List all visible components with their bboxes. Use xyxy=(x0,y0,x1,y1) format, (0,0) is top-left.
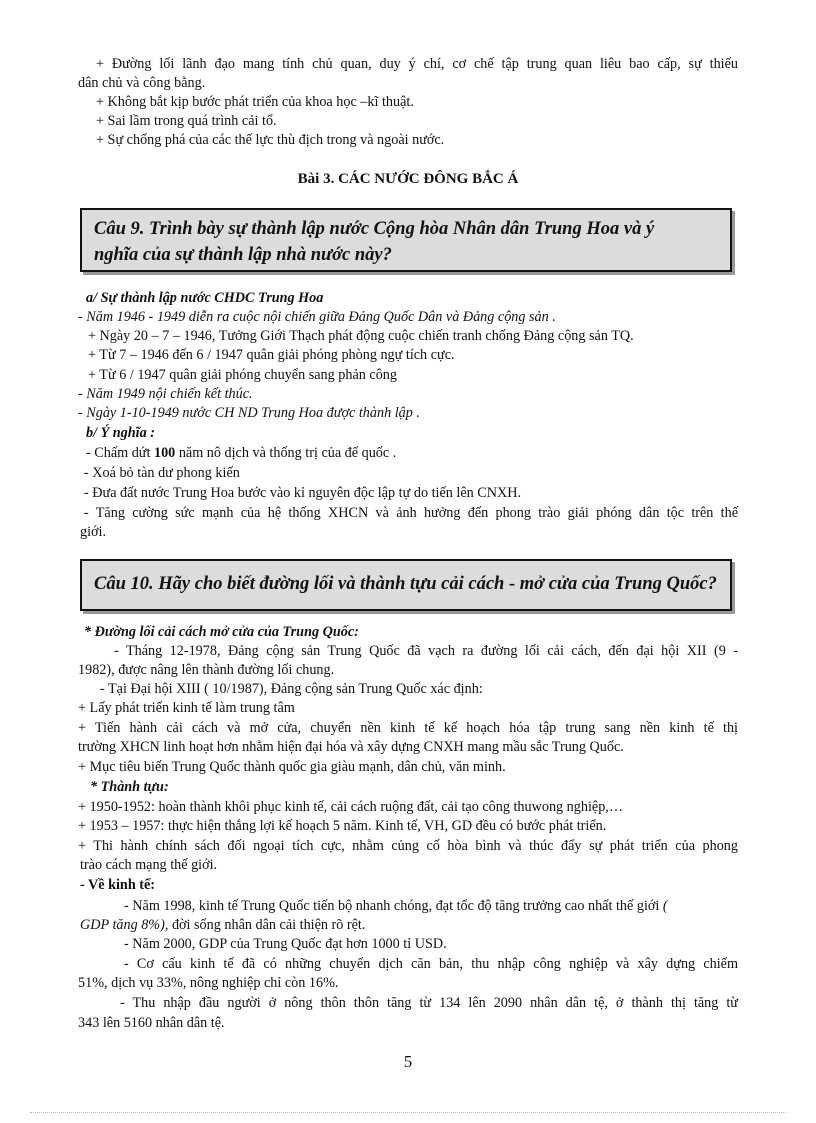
economy-line-3b: 51%, dịch vụ 33%, nông nghiệp chỉ còn 16%. xyxy=(78,975,339,991)
meaning-line-2: - Xoá bỏ tàn dư phong kiến xyxy=(84,465,240,481)
achievement-line-1: + 1950-1952: hoàn thành khôi phục kinh tế, cải cách ruộng đất, cải tạo công thuwong nghiệp,… xyxy=(78,799,624,815)
reform-policy-heading: * Đường lối cải cách mở cửa của Trung Quốc: xyxy=(84,624,359,640)
economy-line-2: - Năm 2000, GDP của Trung Quốc đạt hơn 1000 tỉ USD. xyxy=(124,936,447,952)
reform-line-5: + Mục tiêu biến Trung Quốc thành quốc gia giàu mạnh, dân chủ, văn minh. xyxy=(78,759,506,775)
meaning-line-4a: - Tăng cường sức mạnh của hệ thống XHCN và ảnh hưởng đến phong trào giải phóng dân tộc trên thế xyxy=(84,505,738,521)
a9-line-3: + Từ 7 – 1946 đến 6 / 1947 quân giải phóng phòng ngự tích cực. xyxy=(88,347,455,363)
question-10-line-1: Câu 10. Hãy cho biết đường lối và thành tựu cải cách - mở cửa của Trung Quốc? xyxy=(94,574,717,594)
intro-line-3: + Không bắt kịp bước phát triển của khoa học –kĩ thuật. xyxy=(96,94,414,110)
reform-line-4a: + Tiến hành cải cách và mở cửa, chuyển nền kinh tế kế hoạch hóa tập trung sang nền kinh tế thị xyxy=(78,720,738,736)
question-10-box xyxy=(80,559,732,611)
economy-line-1a xyxy=(124,897,738,915)
a9-line-2: + Ngày 20 – 7 – 1946, Tưởng Giới Thạch phát động cuộc chiến tranh chống Đảng cộng sản TQ. xyxy=(88,328,634,344)
meaning-line-4b: giới. xyxy=(80,524,107,540)
meaning-1-pre: - Chấm dứt xyxy=(86,445,154,461)
meaning-1-bold: 100 xyxy=(153,445,176,461)
economy-1a-italic: ( xyxy=(659,898,668,914)
achievements-heading: * Thành tựu: xyxy=(90,779,169,795)
intro-line-1: + Đường lối lãnh đạo mang tính chủ quan, duy ý chí, cơ chế tập trung quan liêu bao cấp, sự thiếu xyxy=(96,56,738,72)
economy-1a-text: - Năm 1998, kinh tế Trung Quốc tiến bộ nhanh chóng, đạt tốc độ tăng trưởng cao nhất thế giới xyxy=(124,898,660,914)
reform-line-2: - Tại Đại hội XIII ( 10/1987), Đảng cộng sản Trung Quốc xác định: xyxy=(100,681,483,697)
economy-1b-italic: GDP tăng 8%), xyxy=(80,917,169,933)
question-9-box xyxy=(80,208,732,272)
intro-line-2: dân chủ và công bằng. xyxy=(78,75,206,91)
achievement-line-3b: trào cách mạng thế giới. xyxy=(80,857,218,873)
intro-line-5: + Sự chống phá của các thế lực thù địch trong và ngoài nước. xyxy=(96,132,445,148)
achievement-line-2: + 1953 – 1957: thực hiện thắng lợi kế hoạch 5 năm. Kinh tế, VH, GD đều có bước phát triển. xyxy=(78,818,607,834)
a9-line-4: + Từ 6 / 1947 quân giải phóng chuyển sang phản công xyxy=(88,367,397,383)
intro-line-4: + Sai lầm trong quá trình cải tổ. xyxy=(96,113,277,129)
question-9-line-1: Câu 9. Trình bày sự thành lập nước Cộng hòa Nhân dân Trung Hoa và ý xyxy=(94,219,655,239)
economy-line-4b: 343 lên 5160 nhân dân tệ. xyxy=(78,1015,225,1031)
reform-line-1a: - Tháng 12-1978, Đảng cộng sản Trung Quốc đã vạch ra đường lối cải cách, đến đại hội XII (9 - xyxy=(114,643,738,659)
page-number: 5 xyxy=(403,1052,413,1071)
economy-1b-text: đời sống nhân dân cải thiện rõ rệt. xyxy=(168,917,366,933)
question-9-line-2: nghĩa của sự thành lập nhà nước này? xyxy=(94,245,392,265)
a9-line-5: - Năm 1949 nội chiến kết thúc. xyxy=(78,386,253,402)
economy-line-3a: - Cơ cấu kinh tế đã có những chuyển dịch căn bản, thu nhập công nghiệp và xây dựng chiếm xyxy=(124,956,738,972)
economy-heading: - Về kinh tế: xyxy=(80,877,156,893)
a9-line-1: - Năm 1946 - 1949 diễn ra cuộc nội chiến giữa Đảng Quốc Dân và Đảng cộng sản . xyxy=(78,309,556,325)
achievement-line-3a: + Thi hành chính sách đối ngoại tích cực, nhằm củng cố hòa bình và thúc đẩy sự phát triển của phong xyxy=(78,838,738,854)
a9-line-6: - Ngày 1-10-1949 nước CH ND Trung Hoa được thành lập . xyxy=(78,405,420,421)
economy-line-1b xyxy=(80,916,740,934)
section-a-heading: a/ Sự thành lập nước CHDC Trung Hoa xyxy=(86,290,324,306)
economy-line-4a: - Thu nhập đầu người ở nông thôn thôn tăng từ 134 lên 2090 nhân dân tệ, ở thành thị tăng từ xyxy=(120,995,738,1011)
section-b-heading: b/ Ý nghĩa : xyxy=(86,425,155,441)
reform-line-1b: 1982), được nâng lên thành đường lối chung. xyxy=(78,662,335,678)
meaning-line-1 xyxy=(86,444,746,462)
footer-divider xyxy=(30,1112,786,1113)
reform-line-3: + Lấy phát triển kinh tế làm trung tâm xyxy=(78,700,295,716)
meaning-line-3: - Đưa đất nước Trung Hoa bước vào kỉ nguyên độc lập tự do tiến lên CNXH. xyxy=(84,485,522,501)
reform-line-4b: trường XHCN linh hoạt hơn nhằm hiện đại hóa và xây dựng CNXH mang mầu sắc Trung Quốc. xyxy=(78,739,624,755)
lesson-title: Bài 3. CÁC NƯỚC ĐÔNG BẮC Á xyxy=(297,171,519,187)
meaning-1-post: năm nô dịch và thống trị của đế quốc . xyxy=(175,445,397,461)
